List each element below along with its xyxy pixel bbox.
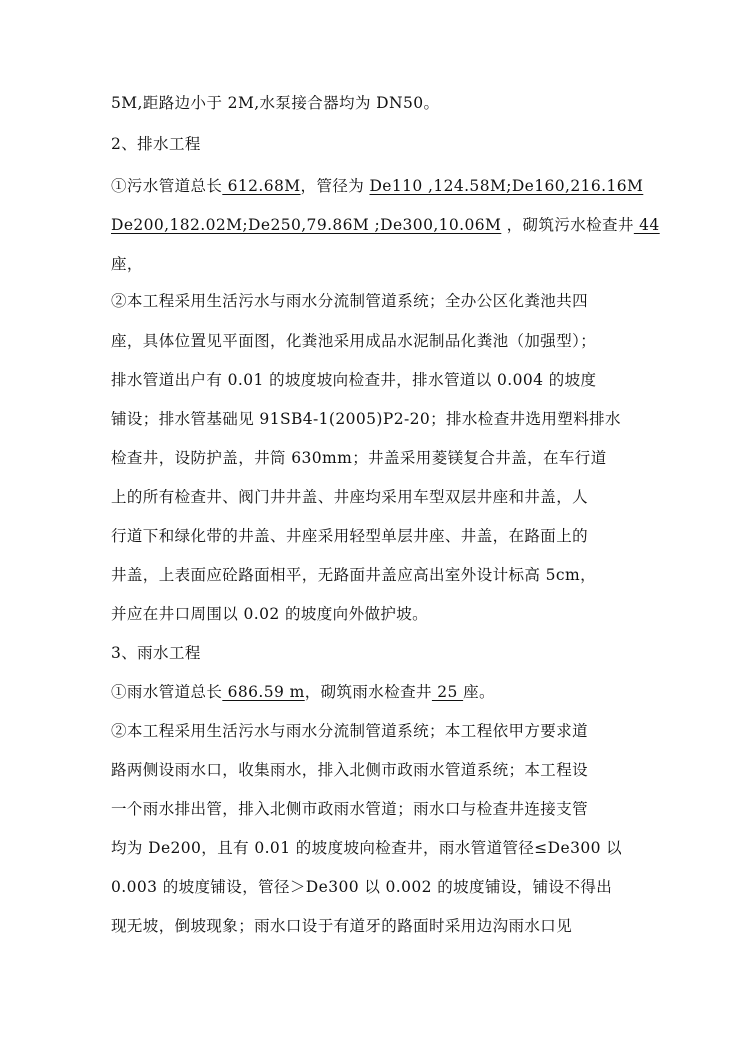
section-heading: 2、排水工程	[111, 135, 201, 153]
text-line: 并应在井口周围以 0.02 的坡度向外做护坡。	[111, 605, 429, 623]
text-line: 5M,距路边小于 2M,水泵接合器均为 DN50。	[111, 94, 440, 112]
text-line: 铺设；排水管基础见 91SB4-1(2005)P2-20；排水检查井选用塑料排水	[111, 410, 621, 428]
text-line: 上的所有检查井、阀门井井盖、井座均采用车型双层井座和井盖，人	[111, 488, 589, 506]
text-line: 检查井，设防护盖，井筒 630mm；井盖采用菱镁复合井盖，在车行道	[111, 449, 607, 467]
text-span: 座。	[463, 683, 495, 701]
text-line: 座，具体位置见平面图，化粪池采用成品水泥制品化粪池（加强型）；	[111, 332, 597, 350]
underlined-value: 44	[633, 216, 660, 234]
text-line: 一个雨水排出管，排入北侧市政雨水管道；雨水口与检查井连接支管	[111, 800, 589, 818]
text-line: 现无坡，倒坡现象；雨水口设于有道牙的路面时采用边沟雨水口见	[111, 917, 573, 935]
text-line: ②本工程采用生活污水与雨水分流制管道系统；全办公区化粪池共四	[111, 292, 589, 310]
underlined-value: 25	[431, 683, 464, 701]
text-line: 井盖，上表面应砼路面相平，无路面井盖应高出室外设计标高 5cm，	[111, 566, 596, 584]
underlined-value: 686.59 m	[222, 683, 305, 701]
underlined-value: De200,182.02M;De250,79.86M ;De300,10.06M	[111, 216, 502, 234]
text-span: ①污水管道总长	[111, 177, 223, 195]
text-line	[111, 681, 495, 703]
underlined-value: 612.68M	[222, 177, 301, 195]
text-line: 均为 De200，且有 0.01 的坡度坡向检查井，雨水管道管径≤De300 以	[111, 839, 623, 857]
text-span: ①雨水管道总长	[111, 683, 223, 701]
text-span: ，管径为	[300, 177, 370, 195]
text-line: 行道下和绿化带的井盖、井座采用轻型单层井座、井盖，在路面上的	[111, 527, 589, 545]
text-line: 座，	[111, 255, 143, 273]
text-line: ②本工程采用生活污水与雨水分流制管道系统；本工程依甲方要求道	[111, 722, 589, 740]
underlined-value: De110 ,124.58M;De160,216.16M	[369, 177, 644, 195]
text-line: 排水管道出户有 0.01 的坡度坡向检查井，排水管道以 0.004 的坡度	[111, 371, 597, 389]
text-line	[111, 214, 660, 236]
text-line: 路两侧设雨水口，收集雨水，排入北侧市政雨水管道系统；本工程设	[111, 761, 589, 779]
text-span: ，砌筑雨水检查井	[304, 683, 432, 701]
section-heading: 3、雨水工程	[111, 644, 201, 662]
text-line	[111, 175, 643, 197]
text-line: 0.003 的坡度铺设，管径＞De300 以 0.002 的坡度铺设，铺设不得出	[111, 878, 613, 896]
text-span: ，砌筑污水检查井	[501, 216, 634, 234]
